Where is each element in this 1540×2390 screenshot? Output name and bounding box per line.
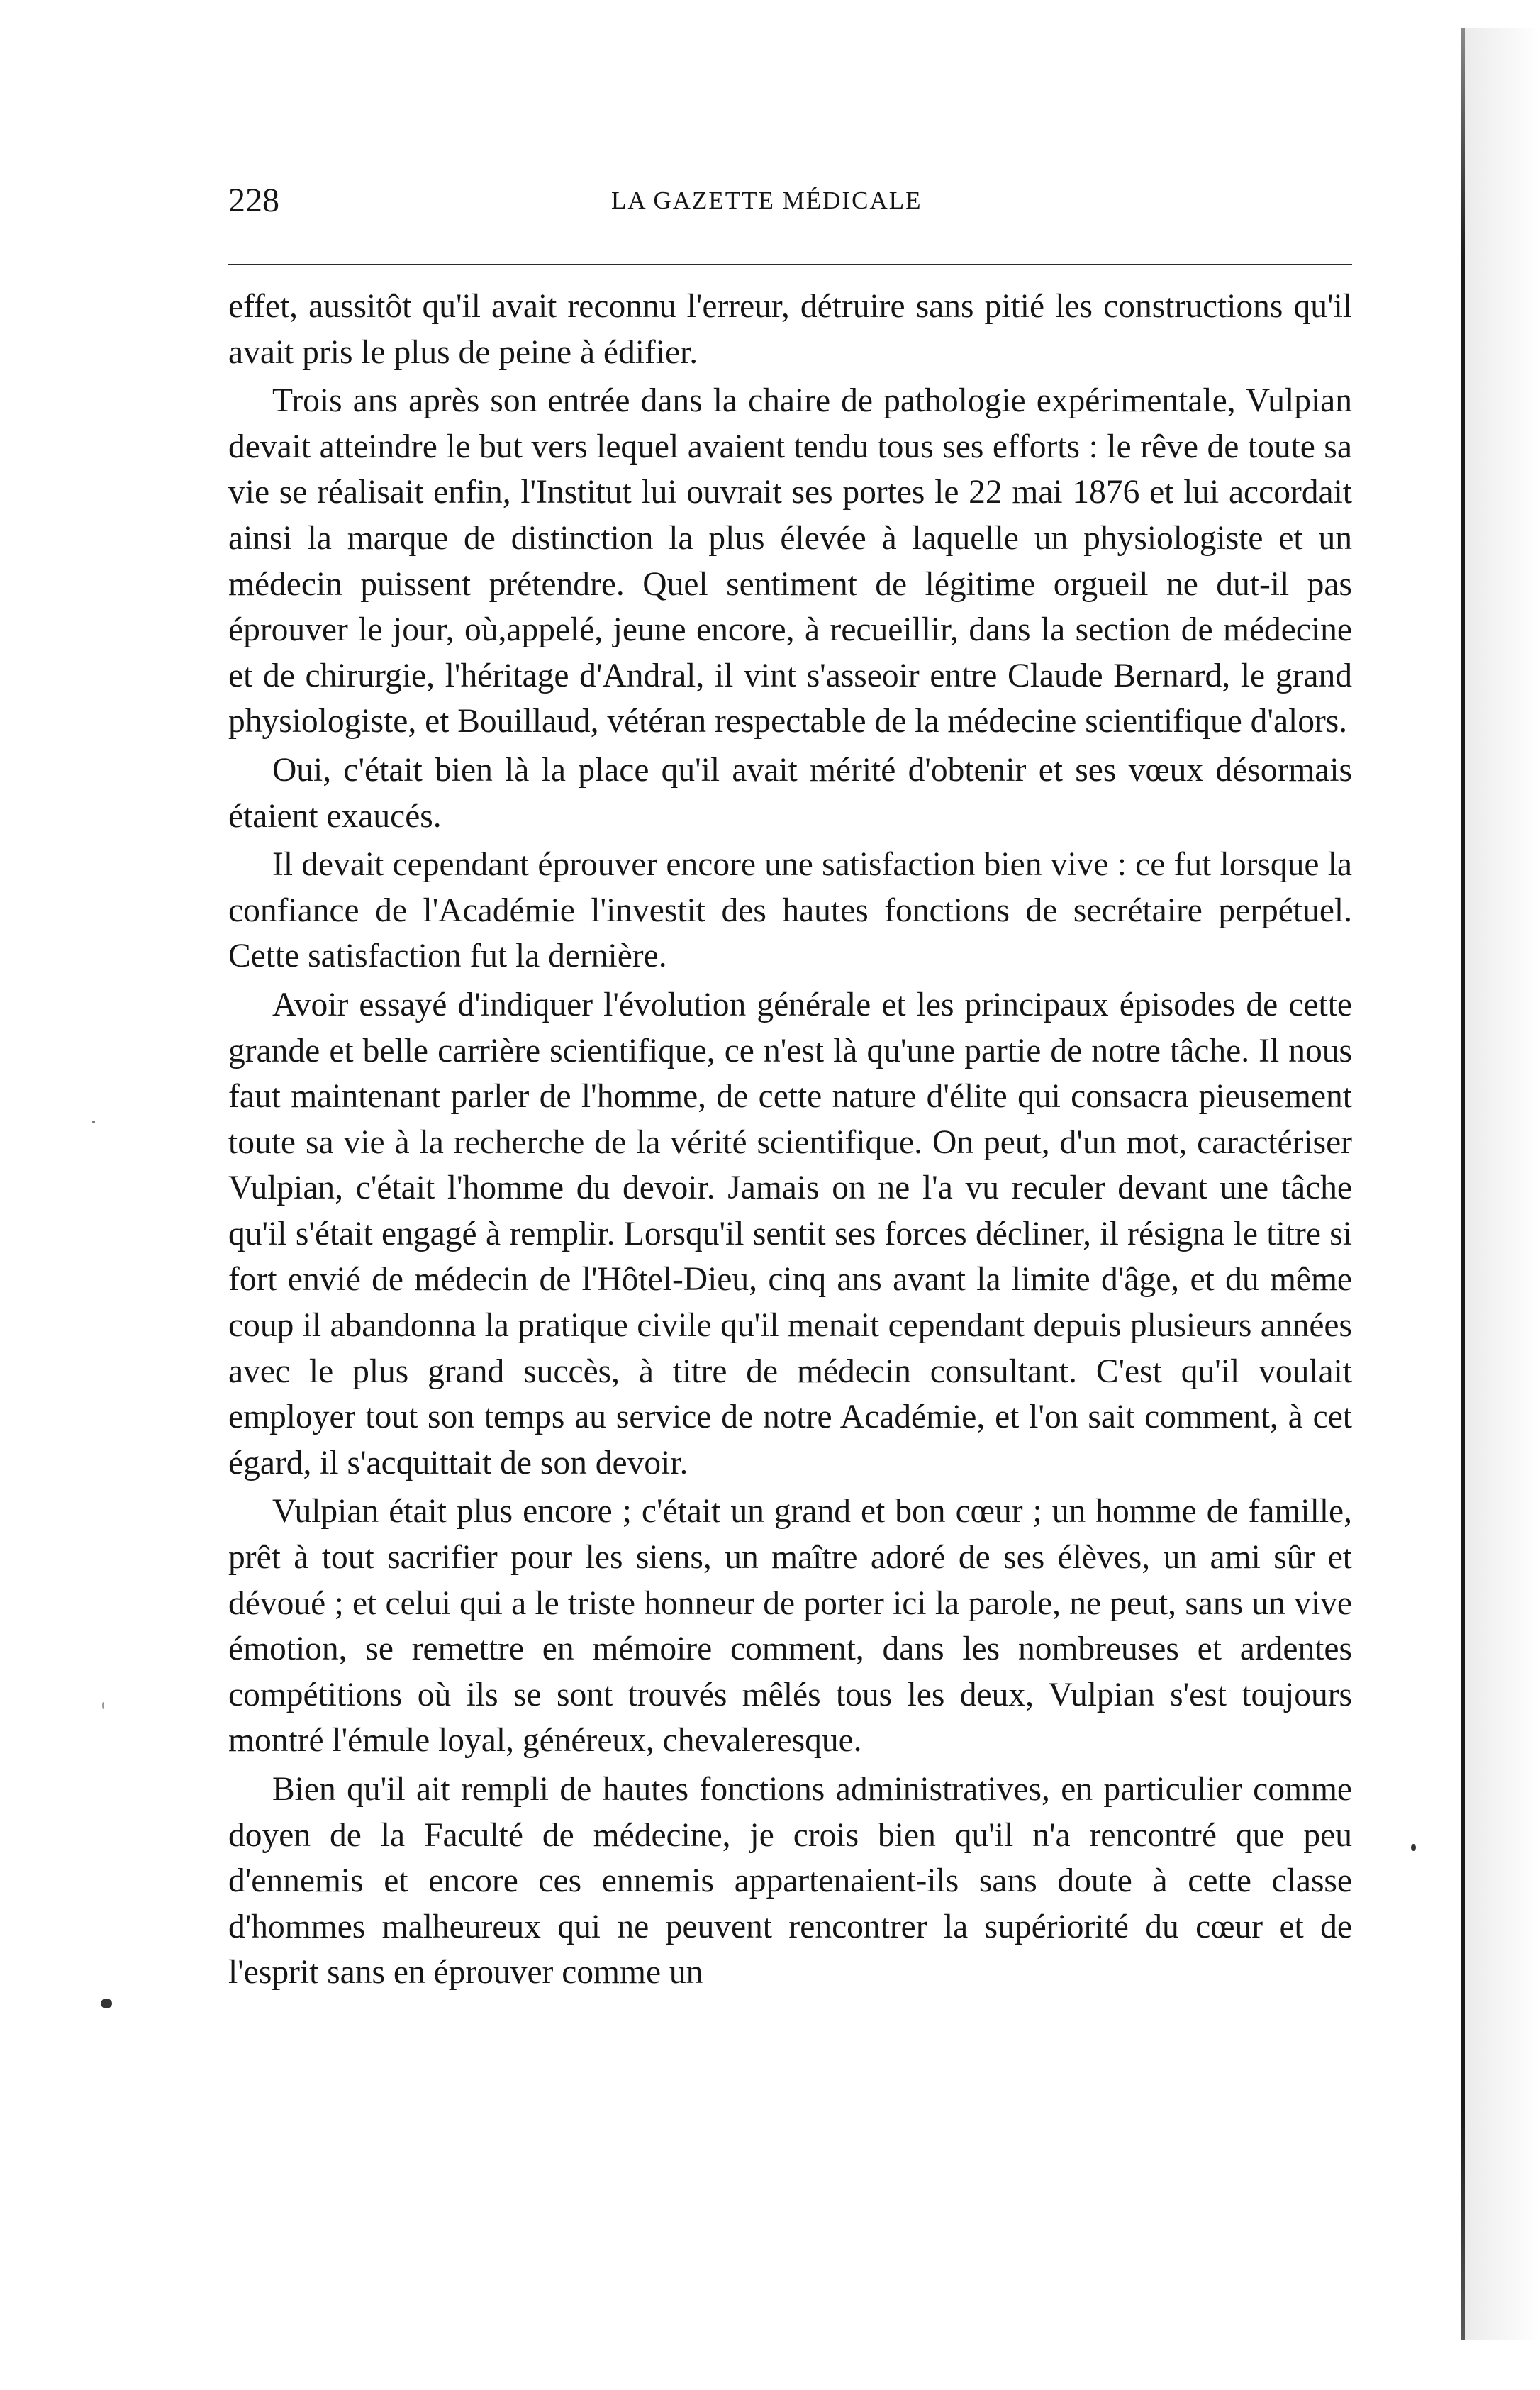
ink-speck — [92, 1121, 95, 1123]
header-rule — [228, 264, 1352, 265]
paragraph-3: Oui, c'était bien là la place qu'il avait mérité d'obtenir et ses vœux désormais étaient exaucés. — [228, 751, 1352, 835]
binding-shadow — [1465, 28, 1540, 2340]
paragraph-6: Vulpian était plus encore ; c'était un grand et bon cœur ; un homme de famille, prêt à tout sacrifier pour les siens, un maître adoré de ses élèves, un ami sûr et dévoué ; et celui qui a le triste honneur de porter ici la parole, ne peut, sans un vive émotion, se remettre en mémoire comment, dans les nombreuses et ardentes compétitions où ils se sont trouvés mêlés tous les deux, Vulpian s'est toujours montré l'émule loyal, généreux, chevaleresque. — [228, 1493, 1352, 1760]
ink-speck — [1411, 1844, 1416, 1851]
binding-edge — [1461, 28, 1465, 2340]
paragraph-2: Trois ans après son entrée dans la chaire de pathologie expérimentale, Vulpian devait atteindre le but vers lequel avaient tendu tous ses efforts : le rêve de toute sa vie se réalisait enfin, l'Institut lui ouvrait ses portes le 22 mai 1876 et lui accordait ainsi la marque de distinction la plus élevée à laquelle un physiologiste et un médecin puissent prétendre. Quel sentiment de légitime orgueil ne dut-il pas éprouver le jour, où,appelé, jeune encore, à recueillir, dans la section de médecine et de chirurgie, l'héritage d'Andral, il vint s'asseoir entre Claude Bernard, le grand physiologiste, et Bouillaud, vétéran respectable de la médecine scientifique d'alors. — [228, 382, 1352, 740]
page-number: 228 — [228, 182, 279, 219]
paragraph-4: Il devait cependant éprouver encore une satisfaction bien vive : ce fut lorsque la confiance de l'Académie l'investit des hautes fonctions de secrétaire perpétuel. Cette satisfaction fut la dernière. — [228, 846, 1352, 975]
page-header — [228, 176, 1352, 226]
ink-speck — [102, 1702, 104, 1709]
paragraph-1: effet, aussitôt qu'il avait reconnu l'erreur, détruire sans pitié les constructions qu'il avait pris le plus de peine à édifier. — [228, 288, 1352, 371]
ink-speck — [101, 1999, 112, 2008]
running-title: LA GAZETTE MÉDICALE — [611, 187, 922, 214]
paragraph-5: Avoir essayé d'indiquer l'évolution générale et les principaux épisodes de cette grande et belle carrière scientifique, ce n'est là qu'une partie de notre tâche. Il nous faut maintenant parler de l'homme, de cette nature d'élite qui consacra pieusement toute sa vie à la recherche de la vérité scientifique. On peut, d'un mot, caractériser Vulpian, c'était l'homme du devoir. Jamais on ne l'a vu reculer devant une tâche qu'il s'était engagé à remplir. Lorsqu'il sentit ses forces décliner, il résigna le titre si fort envié de médecin de l'Hôtel-Dieu, cinq ans avant la limite d'âge, et du même coup il abandonna la pratique civile qu'il menait cependant depuis plusieurs années avec le plus grand succès, à titre de médecin consultant. C'est qu'il voulait employer tout son temps au service de notre Académie, et l'on sait comment, à cet égard, il s'acquittait de son devoir. — [228, 986, 1352, 1482]
paragraph-7: Bien qu'il ait rempli de hautes fonctions administratives, en particulier comme doyen de la Faculté de médecine, je crois bien qu'il n'a rencontré que peu d'ennemis et encore ces ennemis appartenaient-ils sans doute à cette classe d'hommes malheureux qui ne peuvent rencontrer la supériorité du cœur et de l'esprit sans en éprouver comme un — [228, 1771, 1352, 1991]
body-text — [228, 284, 1352, 1999]
